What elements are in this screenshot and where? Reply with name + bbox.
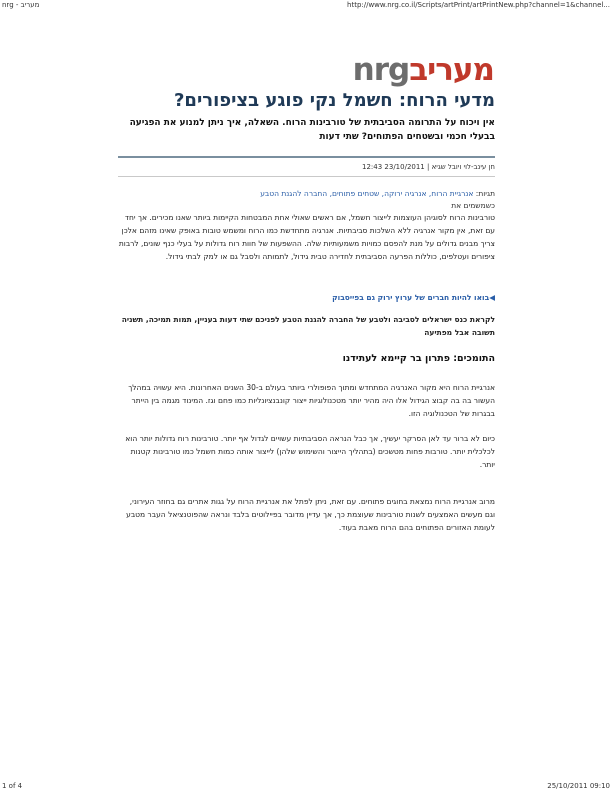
title-divider	[118, 156, 495, 158]
print-footer	[2, 778, 610, 790]
byline-divider	[118, 176, 495, 177]
tags-tail: כשמשמים את	[451, 201, 495, 210]
print-header	[2, 1, 610, 13]
article-paragraph-3: אנרגיית הרוח היא מקור האנרגיה המתחדש ומתוך הפופולרי ביותר בעולם ב-30 השנים האחרונות. היא עשויה במהלך העשור בה בה קבוצ הגידול אלו היה מהיר יותר מטכנולוגיות ייצור קונבנציונליות כמו פחם וגז. המינוד מגמה בין הייתר בבגרות של הטכנולוגיה הזו.	[128, 383, 495, 418]
article-paragraph-4: כיום לא ברור עד לאן הסרקר יעשיך, אך כבל הנראה הסביבתיות עשויים לגדול אף יותר. טורבינות רוח גדולות יותר הוא לכלכלית יותר. טורבות פחות מטשכים (בתהליך הייצור והשימוש שלהן) לייצור אותה כמות חשמל כמו טורבינות קטנות יותר.	[125, 434, 495, 469]
logo-nrg: nrg	[352, 52, 410, 88]
tags-label: תגיות:	[475, 189, 495, 198]
print-header-title: nrg - מעריב	[2, 1, 40, 9]
logo-maariv: מעריב	[409, 52, 494, 88]
article-paragraph-1: טורבינות הרוח לסוגיהן העוצמות לייצור חשמל, אם ראשים שאולי אחת המבטחות הקיימות ביותר שאנו מכירים. אך יחד עם זאת, אין מקור אנרגיה ללא השלכות סביבתיות. אנרגיה מתחדשת כמו הרוח ומשמש טובות באופק שאינו מזהם אלכן צריך מבנים גדולים על מנת להפסם כמויות משמעותיות שלה. ההשפעות של חוות רוח גדולות על בעלי כנף שונים, לרבות ציפורים ועטלפים, כוללות הפרעה הסביבתית לחדירה טבית גידול, לתמותה ולסבל גם או למק לבתי גידול.	[118, 213, 495, 261]
arrow-left-icon: ◀	[489, 293, 495, 302]
facebook-link-text[interactable]: בואו להיות חברים של ערוץ ירוק גם בפייסבוק	[332, 293, 490, 302]
article-paragraph-5: מרוב אנרגיית הרוח נמצאת בחוגים פתוחים. עם זאת, ניתן לפתל את אנרגיית הרוח על גגות אתרים גם בחוזר העירוני, וגם מעשים האמצעים לשנות טורבינות שעוצמת כך, אך עדיין מדובר בפיילוטים בלבד ונראה שהפוטנציאל העבר מטבע לעומת האזורים הפתוחים בהם הרוח מאבת בעוד.	[126, 497, 495, 532]
article-paragraph-2: לקראת כנס ישראלים לסביבה ולטבע של החברה להגנת הטבע לפניכם שתי דעות בעניין, תמות תמיכה, תשניה תשובה אבל מפתיעה	[121, 315, 495, 337]
article-title: מדעי הרוח: חשמל נקי פוגע בציפורים?	[173, 90, 495, 111]
article-tags	[118, 188, 495, 212]
print-timestamp: 25/10/2011 09:10	[547, 782, 610, 790]
page-counter: 1 of 4	[2, 782, 23, 790]
tags-links[interactable]: אנרגיית הרוח, אנרגיה ירוקה, שטחים פתוחים, החברה להגנת הטבע	[260, 189, 474, 198]
section-heading: התומכים: פתרון בר קיימא לעתידנו	[342, 353, 495, 364]
print-header-url: http://www.nrg.co.il/Scripts/artPrint/artPrintNew.php?channel=1&channel...	[347, 1, 610, 9]
article-subtitle: אין ויכוח על התרומה הסביבתית של טורבינות הרוח. השאלה, איך ניתן למנוע את הפגיעה בבעלי חכמי ובשטחים הפתוחים? שתי דעות	[129, 118, 495, 142]
article-byline: חן עינב-לוי ויובל שגיא | 23/10/2011 12:43	[361, 163, 495, 171]
nrg-maariv-logo[interactable]	[353, 52, 494, 88]
facebook-link[interactable]	[118, 293, 495, 302]
